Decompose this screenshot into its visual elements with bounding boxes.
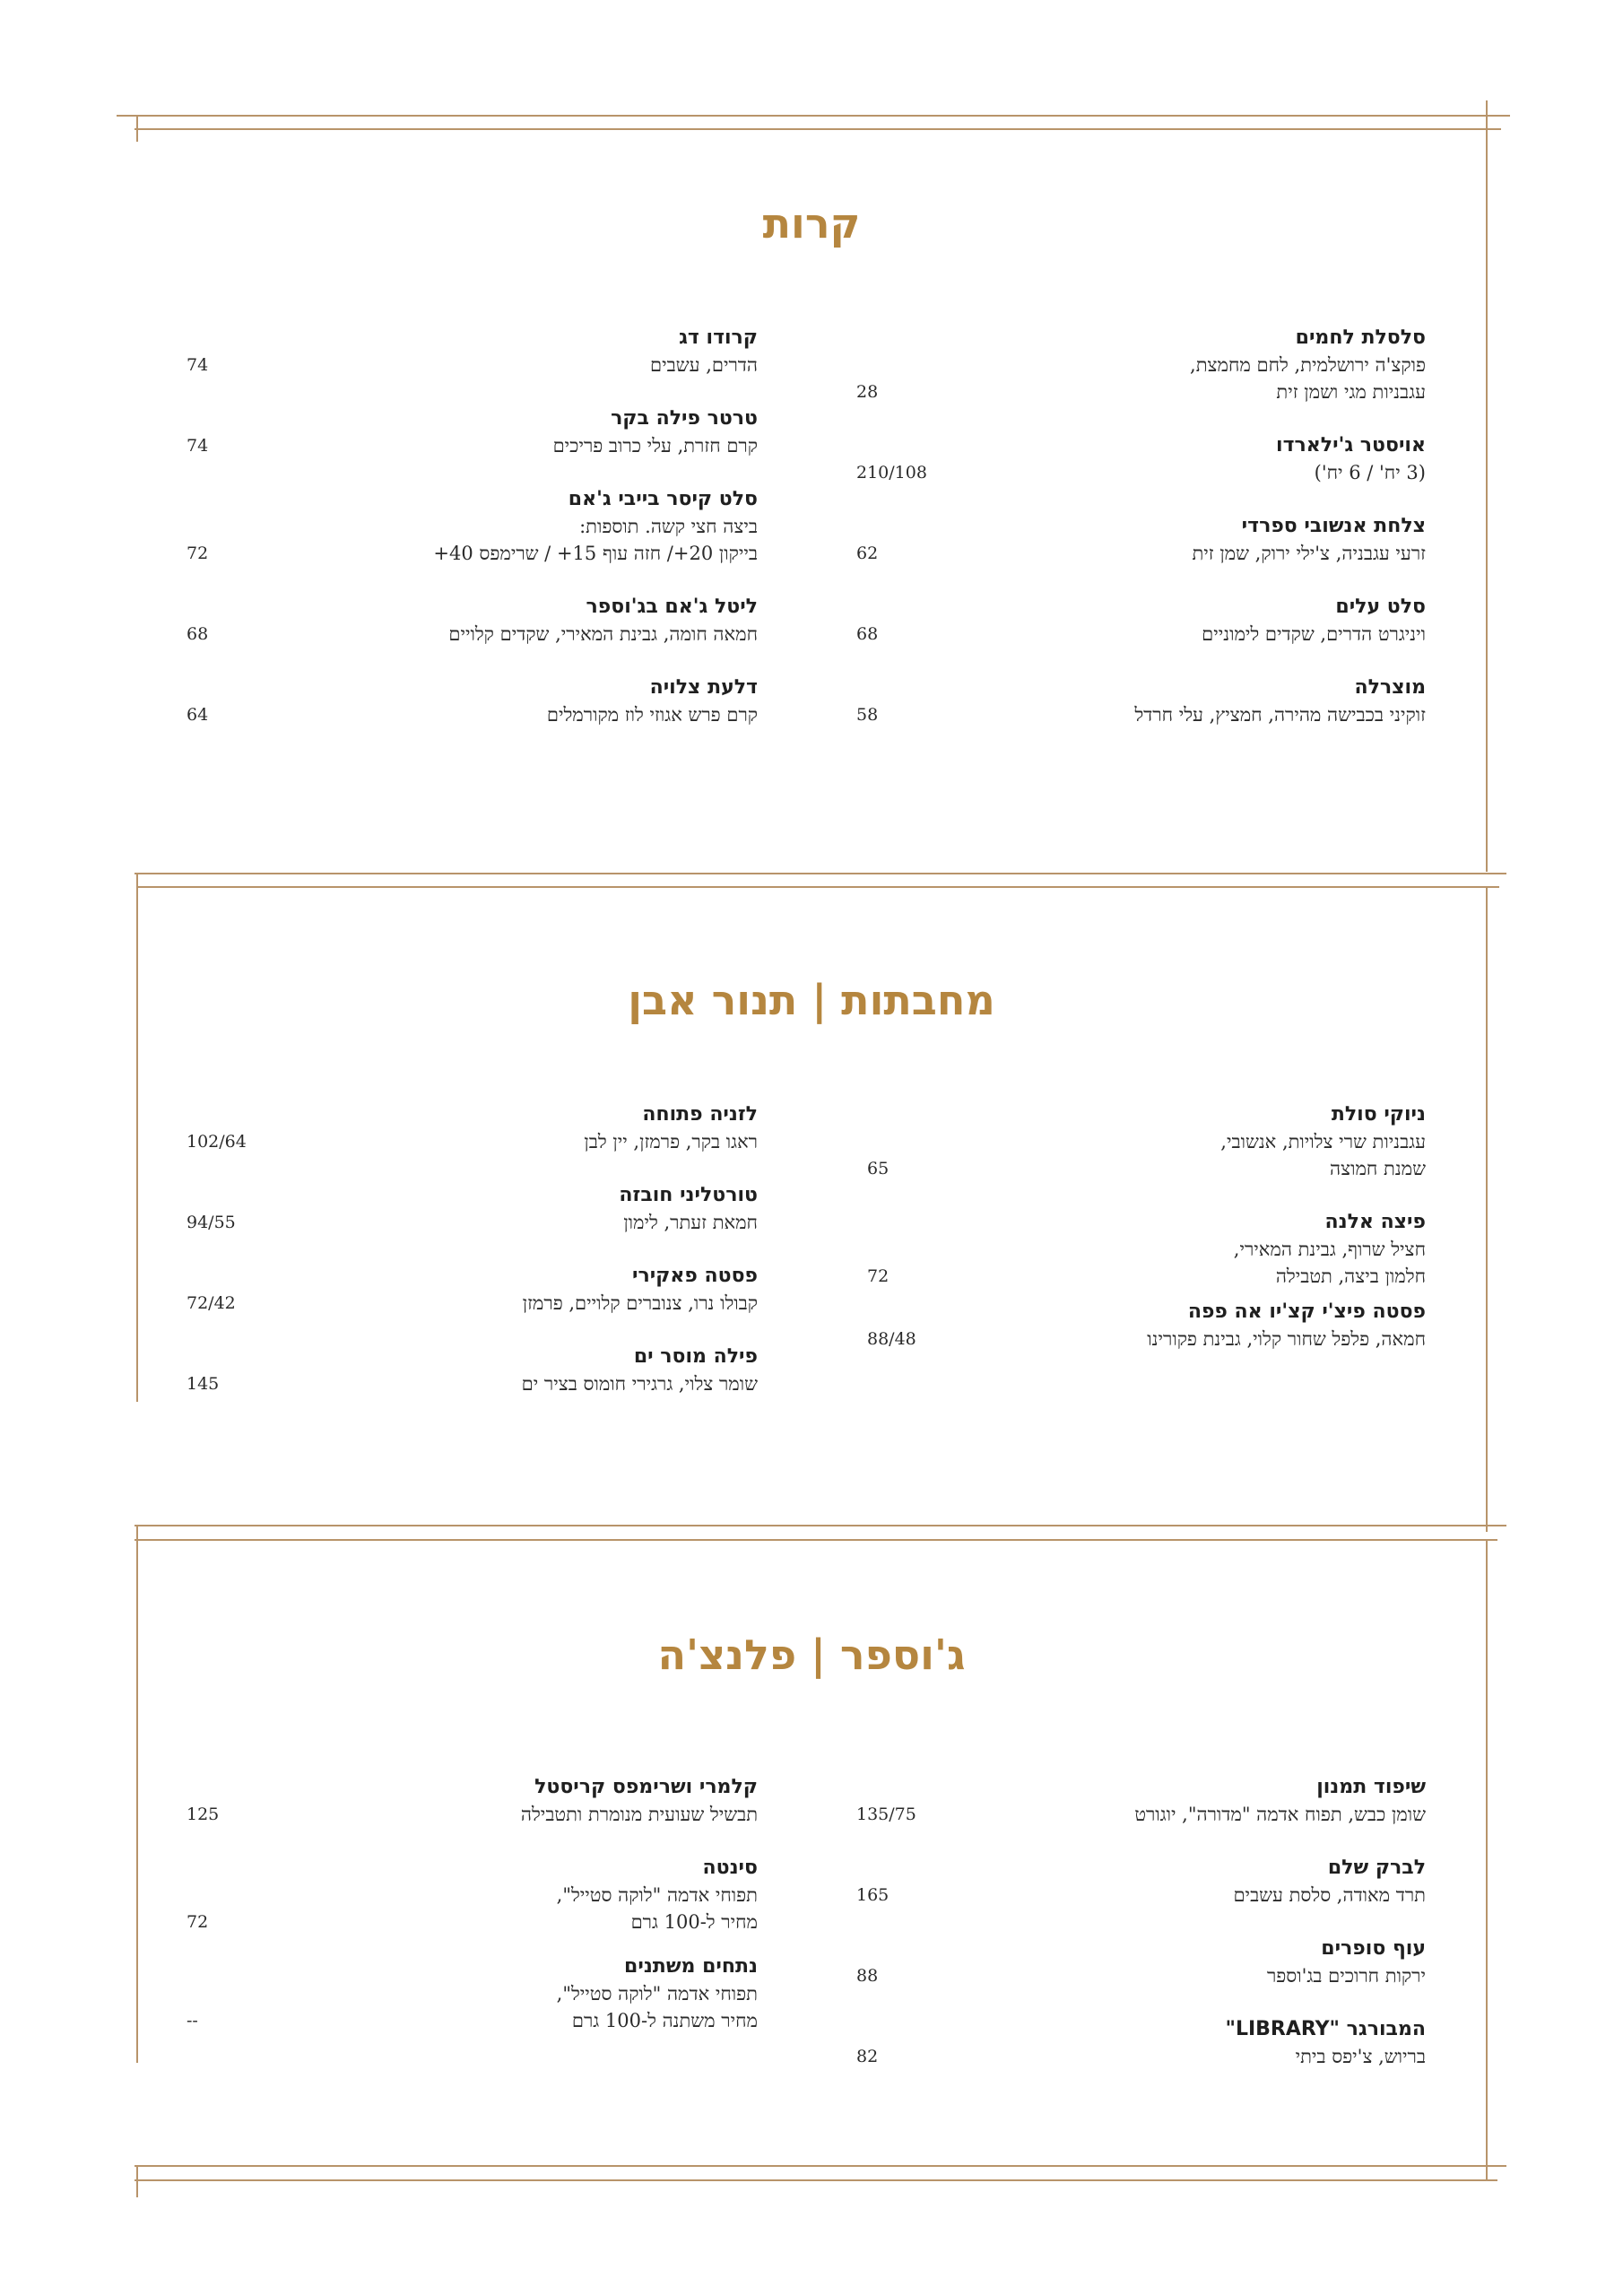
- menu-column-right: [843, 325, 1426, 728]
- menu-item-name: מוצרלה: [1354, 676, 1426, 699]
- frame-line: [136, 1525, 138, 2063]
- menu-item-description: ויניגרט הדרים, שקדים לימוניים: [1202, 623, 1426, 645]
- menu-item-price: 102/64: [187, 1132, 247, 1152]
- menu-item-price: 28: [856, 382, 879, 402]
- menu-column-left: [179, 1101, 758, 1397]
- menu-item: [843, 1855, 1426, 1909]
- menu-item-price: 68: [856, 624, 879, 644]
- menu-column-right: [843, 1774, 1426, 2070]
- menu-item-name: אויסטר ג'ילארדו: [1276, 434, 1426, 457]
- menu-item-description: עגבניות שרי צלויות, אנשובי, שמנת חמוצה: [1220, 1131, 1426, 1179]
- frame-line: [135, 2179, 1497, 2181]
- frame-line: [135, 128, 1501, 130]
- menu-item-name: פילה מוסר ים: [633, 1345, 758, 1368]
- menu-item: [179, 325, 758, 378]
- menu-item-name: נתחים משתנים: [624, 1955, 758, 1978]
- menu-item: [179, 674, 758, 728]
- menu-item: [179, 1182, 758, 1236]
- menu-item-description: הדרים, עשבים: [650, 354, 758, 376]
- frame-line: [135, 873, 1506, 874]
- menu-item: [843, 513, 1426, 567]
- menu-item-name: טרטר פילה בקר: [611, 407, 758, 430]
- menu-item: [843, 1935, 1426, 1989]
- menu-item: [179, 1101, 758, 1155]
- menu-item: [179, 1774, 758, 1828]
- menu-item-name: פיצה אלנה: [1324, 1211, 1426, 1233]
- menu-item-name: סלט עלים: [1335, 596, 1426, 618]
- menu-item: [843, 1209, 1426, 1290]
- section-title: מחבתות | תנור אבן: [628, 976, 995, 1024]
- frame-line: [136, 115, 138, 142]
- menu-item-price: 82: [856, 2047, 879, 2066]
- menu-item-name: קרודו דג: [679, 326, 758, 349]
- menu-item-price: 210/108: [856, 463, 927, 483]
- menu-item: [843, 325, 1426, 405]
- menu-item: [179, 1263, 758, 1317]
- menu-item-description: תרד מאודה, סלסת עשבים: [1233, 1884, 1426, 1906]
- menu-item-name: עוף סופרים: [1321, 1937, 1426, 1960]
- menu-column-right: [843, 1101, 1426, 1352]
- menu-item-name: פסטה פאקירי: [631, 1265, 758, 1287]
- menu-item-name: שיפוד תמנון: [1316, 1776, 1426, 1798]
- menu-item-name: המבורגר "LIBRARY": [1225, 2018, 1426, 2040]
- menu-item: [843, 1774, 1426, 1828]
- menu-item-name: דלעת צלויה: [649, 676, 758, 699]
- menu-item-name: לזניה פתוחה: [642, 1103, 758, 1126]
- menu-item-price: 88: [856, 1966, 879, 1986]
- frame-line: [135, 2165, 1506, 2167]
- menu-item-price: 72: [867, 1266, 890, 1286]
- menu-item-name: קלמרי ושרימפס קריסטל: [534, 1776, 758, 1798]
- frame-line: [135, 1525, 1506, 1526]
- menu-item-name: פסטה פיצ'י קצ'יו אה פפה: [1187, 1300, 1426, 1323]
- menu-item: [179, 1344, 758, 1397]
- menu-column-left: [179, 1774, 758, 2034]
- menu-item-description: ראגו בקר, פרמזן, יין לבן: [584, 1131, 758, 1152]
- menu-item-description: חציל שרוף, גבינת המאירי, חלמון ביצה, תטבילה: [1233, 1239, 1426, 1287]
- menu-item-description: קרם פרש אגוזי לוז מקורמלים: [546, 704, 758, 726]
- menu-item-description: (3 יח' / 6 יח'): [1314, 462, 1426, 483]
- menu-column-left: [179, 325, 758, 728]
- menu-item: [179, 1953, 758, 2034]
- menu-item: [179, 486, 758, 567]
- menu-item-price: 72: [187, 544, 209, 563]
- menu-item-description: שומר צלוי, גרגירי חומוס בציר ים: [521, 1373, 758, 1395]
- menu-item-description: זרעי עגבניה, צ'ילי ירוק, שמן זית: [1192, 543, 1426, 564]
- menu-item-price: 145: [187, 1374, 220, 1394]
- menu-item-description: תבשיל שעועית מנומרת ותטבילה: [520, 1804, 758, 1825]
- menu-item-description: זוקיני בכבישה מהירה, חמציץ, עלי חרדל: [1134, 704, 1426, 726]
- menu-item-description: חמאה חומה, גבינת המאירי, שקדים קלויים: [448, 623, 758, 645]
- menu-item-description: קרם חזרת, עלי כרוב פריכים: [552, 435, 758, 457]
- menu-item: [843, 1101, 1426, 1182]
- menu-item-description: ביצה חצי קשה. תוספות: בייקון 20+/ חזה עוף 15+ / שרימפס 40+: [433, 516, 758, 564]
- menu-item-description: חמאת זעתר, לימון: [623, 1212, 758, 1233]
- section-title: ג'וספר | פלנצ'ה: [657, 1631, 966, 1679]
- frame-line: [135, 1539, 1497, 1541]
- menu-item-name: סלסלת לחמים: [1295, 326, 1426, 349]
- menu-item-description: תפוחי אדמה "לוקה סטייל", מחיר משתנה ל-100 גרם: [556, 1983, 758, 2031]
- menu-item: [843, 674, 1426, 728]
- menu-item-price: 64: [187, 705, 209, 725]
- menu-item-name: סינטה: [702, 1857, 758, 1879]
- menu-item-price: 58: [856, 705, 879, 725]
- menu-item-price: --: [187, 2011, 198, 2031]
- menu-item: [179, 405, 758, 459]
- menu-item-price: 74: [187, 436, 209, 456]
- section-title: קרות: [762, 199, 861, 248]
- menu-item-description: פוקצ'ה ירושלמית, לחם מחמצת, עגבניות מגי ושמן זית: [1190, 354, 1426, 403]
- menu-item-price: 62: [856, 544, 879, 563]
- menu-item-description: תפוחי אדמה "לוקה סטייל", מחיר ל-100 גרם: [556, 1884, 758, 1933]
- menu-item-price: 72: [187, 1912, 209, 1932]
- menu-item-description: שומן כבש, תפוח אדמה "מדורה", יוגורט: [1134, 1804, 1426, 1825]
- menu-item-name: טורטליני חובזה: [619, 1184, 758, 1206]
- menu-item-price: 135/75: [856, 1805, 916, 1824]
- menu-item-description: קבולו נרו, צנוברים קלויים, פרמזן: [522, 1292, 758, 1314]
- menu-item-price: 125: [187, 1805, 220, 1824]
- menu-item-name: צלחת אנשובי ספרדי: [1241, 515, 1426, 537]
- menu-item-price: 72/42: [187, 1293, 236, 1313]
- menu-item: [843, 1299, 1426, 1352]
- frame-line: [117, 115, 1510, 117]
- menu-item-name: ליטל ג'אם בג'וספר: [586, 596, 758, 618]
- menu-item-name: לברק שלם: [1327, 1857, 1426, 1879]
- menu-item-price: 68: [187, 624, 209, 644]
- menu-item-description: ירקות חרוכים בג'וספר: [1266, 1965, 1426, 1987]
- menu-item-description: בריוש, צ'יפס ביתי: [1295, 2046, 1426, 2067]
- menu-item-name: ניוקי סולת: [1331, 1103, 1426, 1126]
- menu-item-price: 74: [187, 355, 209, 375]
- menu-item-price: 165: [856, 1885, 890, 1905]
- frame-line: [136, 2165, 138, 2197]
- frame-line: [136, 886, 1499, 888]
- menu-item: [179, 594, 758, 648]
- menu-item-name: סלט קיסר בייבי ג'אם: [568, 488, 758, 510]
- menu-item-price: 65: [867, 1159, 890, 1178]
- menu-item: [843, 2016, 1426, 2070]
- menu-item: [843, 432, 1426, 486]
- menu-item: [843, 594, 1426, 648]
- menu-item-description: חמאה, פלפל שחור קלוי, גבינת פקורינו: [1147, 1328, 1426, 1350]
- menu-item: [179, 1855, 758, 1935]
- menu-item-price: 94/55: [187, 1213, 236, 1232]
- frame-line: [136, 873, 138, 1402]
- menu-item-price: 88/48: [867, 1329, 916, 1349]
